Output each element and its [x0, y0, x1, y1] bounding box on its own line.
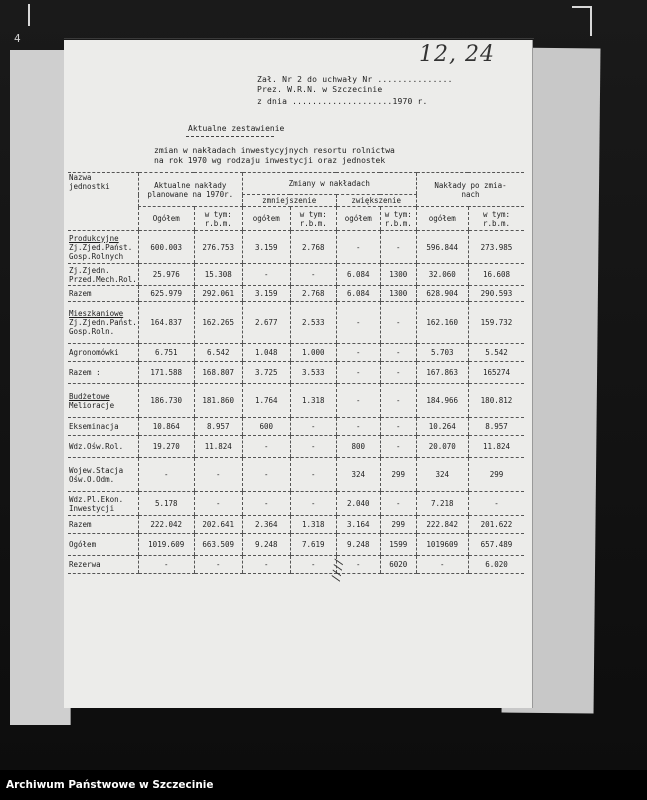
cell-value: 6.542 [194, 344, 242, 362]
crop-mark-right [572, 6, 592, 36]
cell-value: 324 [336, 458, 380, 492]
cell-value: - [290, 436, 336, 458]
cell-value: 2.364 [242, 516, 290, 534]
header-increase-total: ogółem [336, 207, 380, 231]
cell-value: 292.061 [194, 286, 242, 302]
cell-value: 180.812 [468, 384, 524, 418]
cell-value: - [380, 362, 416, 384]
cell-value: 11.824 [194, 436, 242, 458]
row-name: Ekseminacja [68, 418, 138, 436]
cell-value: 162.160 [416, 302, 468, 344]
cell-value: 2.677 [242, 302, 290, 344]
cell-value: 276.753 [194, 231, 242, 264]
row-name: Wojew.Stacja Ośw.O.Odm. [68, 458, 138, 492]
cell-value: 1300 [380, 286, 416, 302]
row-name: Razem [68, 286, 138, 302]
subtitle-line-1: zmian w nakładach inwestycyjnych resortu rolnictwa [154, 146, 395, 155]
cell-value: 3.164 [336, 516, 380, 534]
cell-value: 6020 [380, 556, 416, 574]
cell-value: 7.218 [416, 492, 468, 516]
cell-value: - [138, 556, 194, 574]
cell-value: 3.725 [242, 362, 290, 384]
handwritten-note: 12, 24 [419, 42, 495, 67]
cell-value: 2.040 [336, 492, 380, 516]
cell-value: 9.248 [336, 534, 380, 556]
cell-value: - [138, 458, 194, 492]
cell-value: 1599 [380, 534, 416, 556]
row-name: Ogółem [68, 534, 138, 556]
cell-value: 3.533 [290, 362, 336, 384]
cell-value: 7.619 [290, 534, 336, 556]
cell-value: 32.060 [416, 264, 468, 286]
cell-value: 186.730 [138, 384, 194, 418]
cell-value: - [290, 458, 336, 492]
cell-value: 168.807 [194, 362, 242, 384]
table-row [68, 264, 524, 286]
cell-value: 1300 [380, 264, 416, 286]
cell-value: - [290, 492, 336, 516]
table-row [68, 492, 524, 516]
cell-value: 3.159 [242, 231, 290, 264]
cell-value: 299 [380, 516, 416, 534]
cell-value: - [242, 264, 290, 286]
table-body [68, 231, 524, 574]
cell-value: 19.270 [138, 436, 194, 458]
table-row [68, 534, 524, 556]
title-underline [186, 136, 274, 137]
header-name: Nazwa jednostki [68, 173, 138, 231]
cell-value: - [194, 556, 242, 574]
header-after-incl: w tym: r.b.m. [468, 207, 524, 231]
header-after: Nakłady po zmia- nach [416, 173, 524, 207]
cell-value: 1019609 [416, 534, 468, 556]
header-line-3: z dnia ....................1970 r. [257, 97, 428, 106]
cell-value: 222.842 [416, 516, 468, 534]
crop-mark-left [28, 4, 42, 26]
cell-value: 10.264 [416, 418, 468, 436]
subtitle-line-2: na rok 1970 wg rodzaju inwestycji oraz jednostek [154, 156, 386, 165]
cell-value: - [380, 344, 416, 362]
cell-value: 15.308 [194, 264, 242, 286]
cell-value: - [336, 418, 380, 436]
cell-value: 8.957 [468, 418, 524, 436]
cell-value: 16.608 [468, 264, 524, 286]
header-increase: zwiększenie [336, 195, 416, 207]
table-row [68, 418, 524, 436]
cell-value: 2.768 [290, 286, 336, 302]
cell-value: - [380, 418, 416, 436]
cell-value: - [336, 556, 380, 574]
row-name: Wdz.Ośw.Rol. [68, 436, 138, 458]
cell-value: 1.000 [290, 344, 336, 362]
header-after-total: ogółem [416, 207, 468, 231]
header-current: Aktualne nakłady planowane na 1970r. [138, 173, 242, 207]
row-name: Agronomówki [68, 344, 138, 362]
header-line-1: Zał. Nr 2 do uchwały Nr ............... [257, 75, 453, 84]
cell-value: 273.985 [468, 231, 524, 264]
cell-value: - [336, 384, 380, 418]
cell-value: 628.904 [416, 286, 468, 302]
header-decrease-incl: w tym: r.b.m. [290, 207, 336, 231]
cell-value: 184.966 [416, 384, 468, 418]
cell-value: 299 [380, 458, 416, 492]
cell-value: 11.824 [468, 436, 524, 458]
cell-value: 171.588 [138, 362, 194, 384]
cell-value: 181.860 [194, 384, 242, 418]
pencil-mark: //// [328, 558, 346, 583]
table-row [68, 231, 524, 264]
cell-value: - [468, 492, 524, 516]
row-name: Budżetowe Melioracje [68, 384, 138, 418]
table-row [68, 286, 524, 302]
cell-value: - [194, 492, 242, 516]
table-row [68, 362, 524, 384]
table-row [68, 436, 524, 458]
cell-value: 162.265 [194, 302, 242, 344]
table-row [68, 384, 524, 418]
cell-value: - [290, 264, 336, 286]
cell-value: 1.318 [290, 516, 336, 534]
cell-value: - [336, 302, 380, 344]
table-row [68, 458, 524, 492]
header-decrease: zmniejszenie [242, 195, 336, 207]
cell-value: 6.084 [336, 264, 380, 286]
cell-value: - [242, 436, 290, 458]
cell-value: 201.622 [468, 516, 524, 534]
cell-value: 800 [336, 436, 380, 458]
table-row [68, 556, 524, 574]
cell-value: 3.159 [242, 286, 290, 302]
header-line-2: Prez. W.R.N. w Szczecinie [257, 85, 383, 94]
cell-value: 8.957 [194, 418, 242, 436]
cell-value: - [380, 231, 416, 264]
cell-value: 290.593 [468, 286, 524, 302]
cell-value: 600.003 [138, 231, 194, 264]
cell-value: - [380, 302, 416, 344]
header-current-incl: w tym: r.b.m. [194, 207, 242, 231]
cell-value: - [194, 458, 242, 492]
table-row [68, 344, 524, 362]
cell-value: 324 [416, 458, 468, 492]
cell-value: 5.542 [468, 344, 524, 362]
cell-value: 600 [242, 418, 290, 436]
cell-value: 25.976 [138, 264, 194, 286]
page-number: 4 [14, 32, 21, 45]
cell-value: 20.070 [416, 436, 468, 458]
cell-value: 1019.609 [138, 534, 194, 556]
cell-value: 2.768 [290, 231, 336, 264]
cell-value: 299 [468, 458, 524, 492]
cell-value: - [380, 492, 416, 516]
row-name: Rezerwa [68, 556, 138, 574]
cell-value: - [290, 556, 336, 574]
row-name: Wdz.Pl.Ekon. Inwestycji [68, 492, 138, 516]
cell-value: 159.732 [468, 302, 524, 344]
cell-value: - [242, 458, 290, 492]
cell-value: 6.020 [468, 556, 524, 574]
footer-label: Archiwum Państwowe w Szczecinie [6, 779, 214, 791]
cell-value: 5.178 [138, 492, 194, 516]
cell-value: 165274 [468, 362, 524, 384]
cell-value: 625.979 [138, 286, 194, 302]
table-row [68, 516, 524, 534]
cell-value: 222.042 [138, 516, 194, 534]
cell-value: 663.509 [194, 534, 242, 556]
cell-value: 657.489 [468, 534, 524, 556]
cell-value: 202.641 [194, 516, 242, 534]
cell-value: 167.863 [416, 362, 468, 384]
row-name: Razem [68, 516, 138, 534]
binder-edge [64, 38, 534, 39]
row-name: Zj.Zjedn. Przed.Mech.Rol. [69, 265, 137, 284]
investment-table [68, 172, 524, 574]
cell-value: 2.533 [290, 302, 336, 344]
cell-value: - [336, 362, 380, 384]
cell-value: 5.703 [416, 344, 468, 362]
cell-value: - [336, 344, 380, 362]
cell-value: - [290, 418, 336, 436]
document-title: Aktualne zestawienie [188, 124, 285, 133]
cell-value: - [336, 231, 380, 264]
cell-value: - [380, 384, 416, 418]
header-decrease-total: ogółem [242, 207, 290, 231]
row-name: Produkcyjne Zj.Zjed.Państ. Gosp.Rolnych [68, 231, 138, 264]
cell-value: - [242, 492, 290, 516]
header-changes: Zmiany w nakładach [242, 173, 416, 195]
cell-value: 1.318 [290, 384, 336, 418]
cell-value: - [380, 436, 416, 458]
archive-footer [0, 770, 647, 800]
cell-value: 6.751 [138, 344, 194, 362]
cell-value: 164.837 [138, 302, 194, 344]
header-increase-incl: w tym: r.b.m. [380, 207, 416, 231]
cell-value: 1.764 [242, 384, 290, 418]
cell-value: 1.048 [242, 344, 290, 362]
cell-value: 596.844 [416, 231, 468, 264]
cell-value: 10.864 [138, 418, 194, 436]
table-row [68, 302, 524, 344]
document-page [64, 40, 532, 708]
row-name: Mieszkaniowe Zj.Zjedn.Państ. Gosp.Roln. [68, 302, 138, 344]
cell-value: - [242, 556, 290, 574]
cell-value: 6.084 [336, 286, 380, 302]
row-name: Razem : [68, 362, 138, 384]
header-current-total: Ogółem [138, 207, 194, 231]
cell-value: 9.248 [242, 534, 290, 556]
underlying-sheet [10, 50, 71, 725]
cell-value: - [416, 556, 468, 574]
